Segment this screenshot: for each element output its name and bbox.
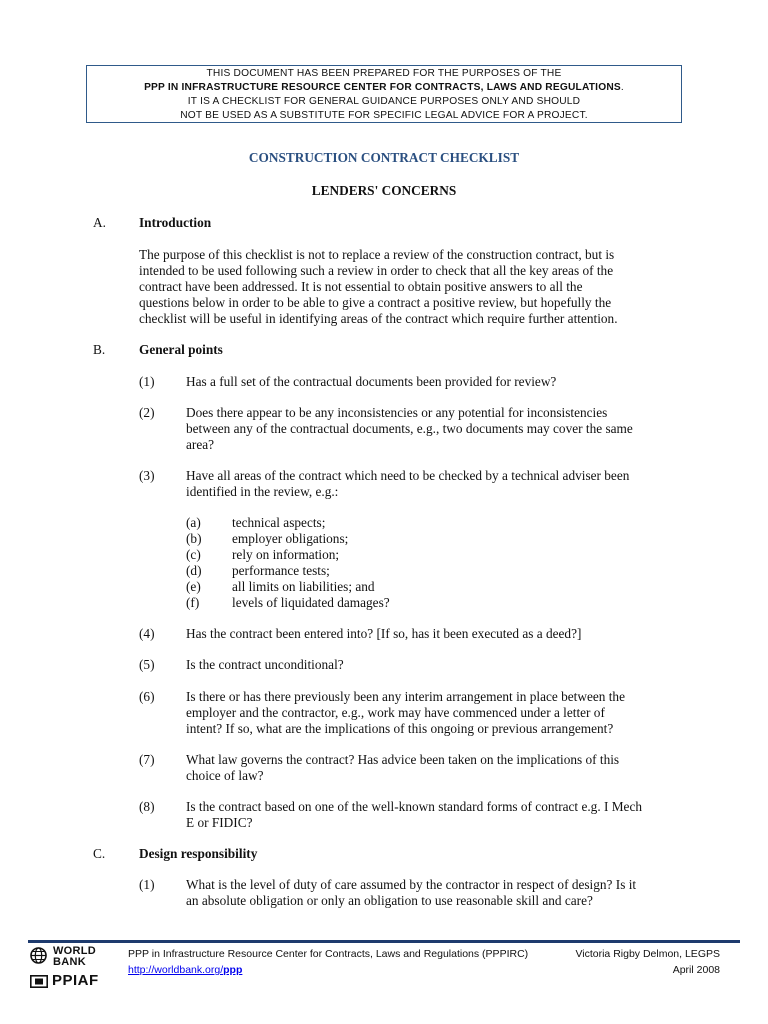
world-bank-logo — [30, 946, 120, 972]
footer-link-bold: ppp — [223, 964, 243, 976]
subitem-letter: (d) — [186, 563, 202, 578]
footer-date: April 2008 — [672, 964, 720, 976]
document-title: CONSTRUCTION CONTRACT CHECKLIST — [248, 150, 520, 165]
section-a-letter: A. — [93, 215, 106, 230]
world-bank-text — [53, 946, 96, 968]
item-number: (5) — [139, 657, 155, 672]
item-number: (4) — [139, 626, 155, 641]
disclaimer-line-4: NOT BE USED AS A SUBSTITUTE FOR SPECIFIC LEGAL ADVICE FOR A PROJECT. — [180, 110, 588, 121]
disclaimer-line-2-bold: PPP IN INFRASTRUCTURE RESOURCE CENTER FOR CONTRACTS, LAWS AND REGULATIONS — [144, 82, 621, 93]
item-line: What is the level of duty of care assumed by the contractor in respect of design? Is it — [186, 877, 637, 892]
footer-link[interactable] — [128, 964, 242, 976]
item-number: (7) — [139, 752, 155, 767]
item-line: employer and the contractor, e.g., work may have commenced under a letter of — [186, 705, 605, 720]
disclaimer-line-2-end: . — [620, 82, 624, 93]
item-number: (1) — [139, 877, 155, 892]
item-line: What law governs the contract? Has advice been taken on the implications of this — [186, 752, 620, 767]
section-b-heading: General points — [139, 342, 223, 357]
globe-icon — [30, 947, 47, 964]
item-line: Have all areas of the contract which need to be checked by a technical adviser been — [186, 468, 630, 483]
world-bank-text-line: WORLD — [53, 945, 97, 957]
footer-author: Victoria Rigby Delmon, LEGPS — [575, 948, 720, 960]
disclaimer-line-3: IT IS A CHECKLIST FOR GENERAL GUIDANCE PURPOSES ONLY AND SHOULD — [187, 96, 581, 107]
section-a-line: checklist will be useful in identifying areas of the contract which require further attention. — [139, 311, 618, 326]
item-line: Does there appear to be any inconsistencies or any potential for inconsistencies — [186, 405, 608, 420]
section-b-letter: B. — [93, 342, 106, 357]
footer-divider — [28, 940, 740, 943]
item-line: intent? If so, what are the implications of this ongoing or previous arrangement? — [186, 721, 614, 736]
item-line: between any of the contractual documents, e.g., two documents may cover the same — [186, 421, 633, 436]
world-bank-text-line: BANK — [53, 956, 86, 968]
disclaimer-line-1: THIS DOCUMENT HAS BEEN PREPARED FOR THE PURPOSES OF THE — [206, 68, 562, 79]
item-line: Is there or has there previously been any interim arrangement in place between the — [186, 689, 625, 704]
subitem-letter: (a) — [186, 515, 201, 530]
subitem-letter: (f) — [186, 595, 200, 610]
item-line: an absolute obligation or only an obligation to use reasonable skill and care? — [186, 893, 593, 908]
section-a-line: questions below in order to be able to give a contract a positive review, but hopefully the — [139, 295, 612, 310]
footer-link-prefix: http://worldbank.org/ — [128, 964, 224, 976]
item-number: (1) — [139, 374, 155, 389]
item-line: E or FIDIC? — [186, 815, 253, 830]
item-line: identified in the review, e.g.: — [186, 484, 339, 499]
subitem-letter: (c) — [186, 547, 201, 562]
document-subtitle: LENDERS' CONCERNS — [311, 183, 457, 198]
section-a-line: intended to be used following such a review in order to check that all the key areas of the — [139, 263, 614, 278]
subitem-text: employer obligations; — [232, 531, 349, 546]
subitem-text: performance tests; — [232, 563, 330, 578]
item-number: (8) — [139, 799, 155, 814]
footer-center-text: PPP in Infrastructure Resource Center for Contracts, Laws and Regulations (PPPIRC) — [128, 948, 529, 960]
item-line: Has a full set of the contractual documents been provided for review? — [186, 374, 557, 389]
item-number: (6) — [139, 689, 155, 704]
section-a-line: The purpose of this checklist is not to replace a review of the construction contract, but is — [139, 247, 615, 262]
section-c-heading: Design responsibility — [139, 846, 258, 861]
item-line: area? — [186, 437, 215, 452]
disclaimer-box — [86, 65, 682, 123]
ppiaf-logo — [30, 973, 122, 991]
section-a-heading: Introduction — [139, 215, 212, 230]
section-c-letter: C. — [93, 846, 106, 861]
subitem-letter: (e) — [186, 579, 201, 594]
subitem-text: all limits on liabilities; and — [232, 579, 375, 594]
subitem-text: levels of liquidated damages? — [232, 595, 390, 610]
item-line: choice of law? — [186, 768, 264, 783]
section-a-line: contract have been addressed. It is not essential to obtain positive answers to all the — [139, 279, 583, 294]
subitem-text: rely on information; — [232, 547, 340, 562]
disclaimer-line-2 — [87, 81, 681, 95]
subitem-letter: (b) — [186, 531, 202, 546]
item-number: (3) — [139, 468, 155, 483]
item-line: Is the contract unconditional? — [186, 657, 344, 672]
ppiaf-mark-icon — [30, 975, 48, 988]
item-number: (2) — [139, 405, 155, 420]
item-line: Has the contract been entered into? [If so, has it been executed as a deed?] — [186, 626, 582, 641]
item-line: Is the contract based on one of the well-known standard forms of contract e.g. I Mech — [186, 799, 643, 814]
subitem-text: technical aspects; — [232, 515, 326, 530]
ppiaf-text: PPIAF — [52, 972, 99, 989]
